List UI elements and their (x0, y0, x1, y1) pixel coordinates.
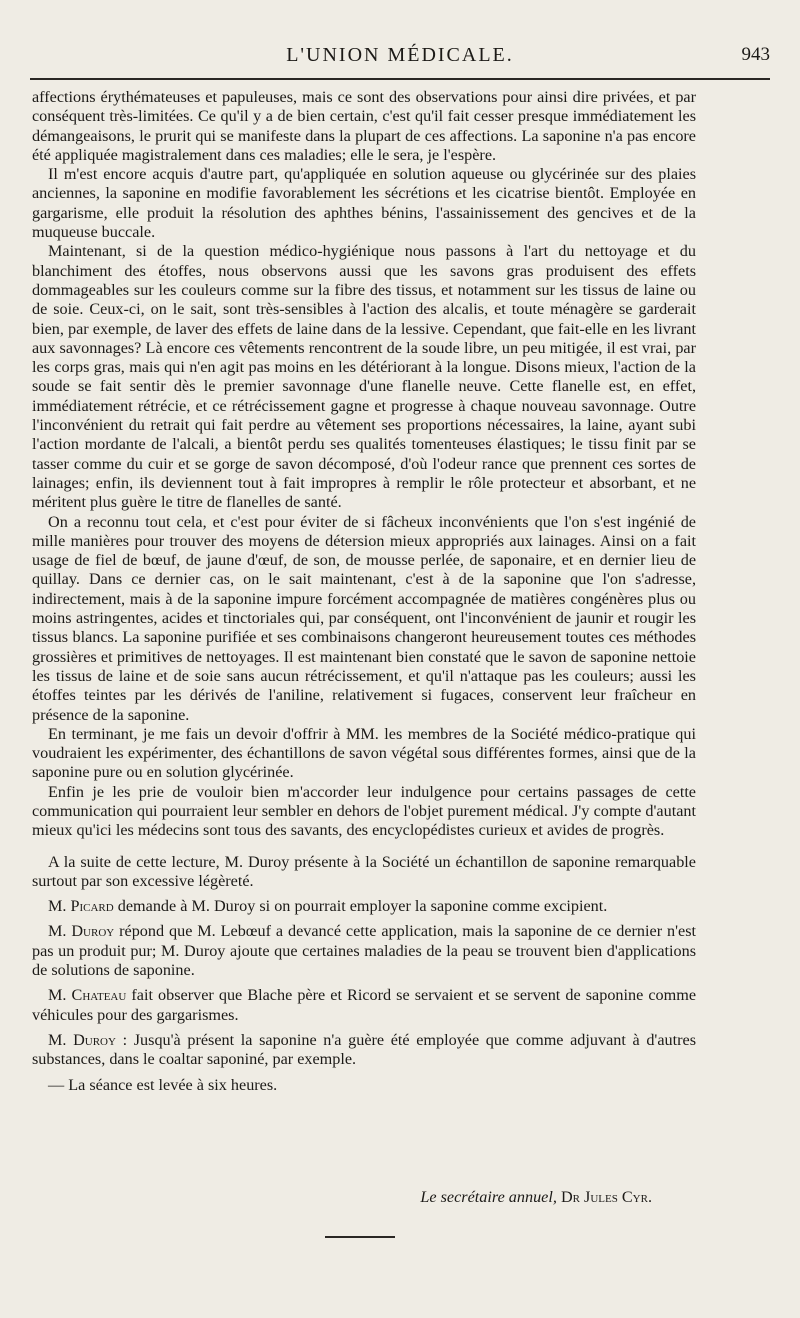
article-body (32, 88, 696, 1095)
speaker-text: répond que M. Lebœuf a devancé cette application, mais la saponine de ce dernier n'est pas un produit pur; M. Duroy ajoute que certaines maladies de la peau se trouvent bien d'applications de solutions de saponine. (32, 922, 696, 980)
running-title: L'UNION MÉDICALE. (286, 44, 514, 66)
paragraph: En terminant, je me fais un devoir d'offrir à MM. les membres de la Société médico-pratique qui voudraient les expérimenter, des échantillons de savon végétal sous différentes formes, ainsi que de la saponine pure ou en solution glycérinée. (32, 724, 696, 782)
paragraph: On a reconnu tout cela, et c'est pour éviter de si fâcheux inconvénients que l'on s'est ingénié de mille manières pour trouver des moyens de détersion mieux appropriés aux lainages. Ainsi on a fait usage de fiel de bœuf, de jaune d'œuf, de son, de mousse perlée, de saponaire, et en dernier lieu de quillay. Dans ce dernier cas, on le sait maintenant, c'est à de la saponine que l'on s'adresse, indirectement, mais à de la saponine impure forcément accompagnée de matières congénères plus ou moins astringentes, acides et tinctoriales qui, par conséquent, ont l'inconvénient de jaunir et rougir les tissus blancs. La saponine purifiée et ses combinaisons changeront heureusement toutes ces méthodes grossières et primitives de nettoyages. Il est maintenant bien constaté que le savon de saponine nettoie les tissus de laine et de soie sans aucun rétrécissement, et qu'il n'attaque pas les couleurs; aussi les étoffes teintes par les dérivés de l'aniline, relativement si fugaces, conservent leur fraîcheur en présence de la saponine. (32, 512, 696, 724)
speaker-name: M. Chateau (48, 986, 127, 1005)
signature (32, 1188, 652, 1207)
signature-role: Le secrétaire annuel, (420, 1188, 557, 1206)
speaker-text: demande à M. Duroy si on pourrait employer la saponine comme excipient. (117, 897, 608, 916)
paragraph: Maintenant, si de la question médico-hygiénique nous passons à l'art du nettoyage et du blanchiment des étoffes, nous observons aussi que les savons gras produisent des effets dommageables sur les couleurs comme sur la fibre des tissus, et notamment sur les tissus de laine ou de soie. Ceux-ci, on le sait, sont très-sensibles à l'action des alcalis, et toute ménagère se garderait bien, par exemple, de laver des effets de laine dans de la lessive. Cependant, que fait-elle en les livrant aux savonnages? Là encore ces vêtements rencontrent de la soude libre, un peu mitigée, il est vrai, par les corps gras, mais qui n'en agit pas moins en les détériorant à la longue. Disons mieux, l'action de la soude se fait sentir dès le premier savonnage d'une flanelle neuve. Cette flanelle est, en effet, immédiatement rétrécie, et ce rétrécissement gagne et progresse à chaque nouveau savonnage. Outre l'inconvénient du retrait qui fait perdre au vêtement ses proportions nécessaires, la laine, ayant subi l'action mordante de l'alcali, a bientôt perdu ses qualités tomenteuses élastiques; le tissu finit par se tasser comme du cuir et se gorge de savon décomposé, d'où l'odeur rance que prennent ces sortes de lainages; enfin, ils deviennent tout à fait impropres à remplir le rôle protecteur et absorbant, et ne méritent plus guère le titre de flanelles de santé. (32, 242, 696, 512)
page-number: 943 (741, 44, 770, 65)
paragraph: Il m'est encore acquis d'autre part, qu'appliquée en solution aqueuse ou glycérinée sur des plaies anciennes, la saponine en modifie favorablement les sécrétions et les cicatrise bientôt. Employée en gargarisme, elle produit la résolution des aphthes bénins, l'assainissement des gencives et de la muqueuse buccale. (32, 165, 696, 242)
signature-name: Dr Jules Cyr. (560, 1188, 652, 1206)
speaker-name: M. Duroy : (48, 1030, 128, 1049)
speaker-text: fait observer que Blache père et Ricord se servaient et se servent de saponine comme véhicules pour des gargarismes. (32, 986, 697, 1024)
paragraph: affections érythémateuses et papuleuses, mais ce sont des observations pour ainsi dire privées, et par conséquent très-limitées. Ce qu'il y a de bien certain, c'est qu'il fait cesser presque immédiatement les démangeaisons, le prurit qui se manifeste dans la plupart de ces affections. La saponine n'a pas encore été appliquée magistralement dans ces maladies; elle le sera, je l'espère. (32, 88, 696, 164)
discussion-paragraph (32, 1031, 696, 1070)
end-rule (325, 1236, 395, 1238)
discussion-paragraph (32, 986, 696, 1025)
discussion-paragraph (32, 922, 696, 980)
discussion-paragraph: A la suite de cette lecture, M. Duroy présente à la Société un échantillon de saponine remarquable surtout par son excessive légèreté. (32, 852, 696, 890)
speaker-name: M. Duroy (48, 922, 115, 941)
speaker-text: Jusqu'à présent la saponine n'a guère été employée que comme adjuvant à d'autres substances, dans le coaltar saponiné, par exemple. (32, 1030, 696, 1069)
closing-line: — La séance est levée à six heures. (48, 1075, 278, 1094)
speaker-name: M. Picard (48, 897, 114, 916)
discussion-paragraph (32, 897, 696, 916)
header-rule (30, 78, 770, 80)
paragraph: Enfin je les prie de vouloir bien m'accorder leur indulgence pour certains passages de cette communication qui pourraient leur sembler en dehors de l'objet purement médical. J'y compte d'autant mieux qu'ici les médecins sont tous des savants, des encyclopédistes curieux et avides de progrès. (32, 782, 696, 840)
page-header (30, 44, 770, 74)
